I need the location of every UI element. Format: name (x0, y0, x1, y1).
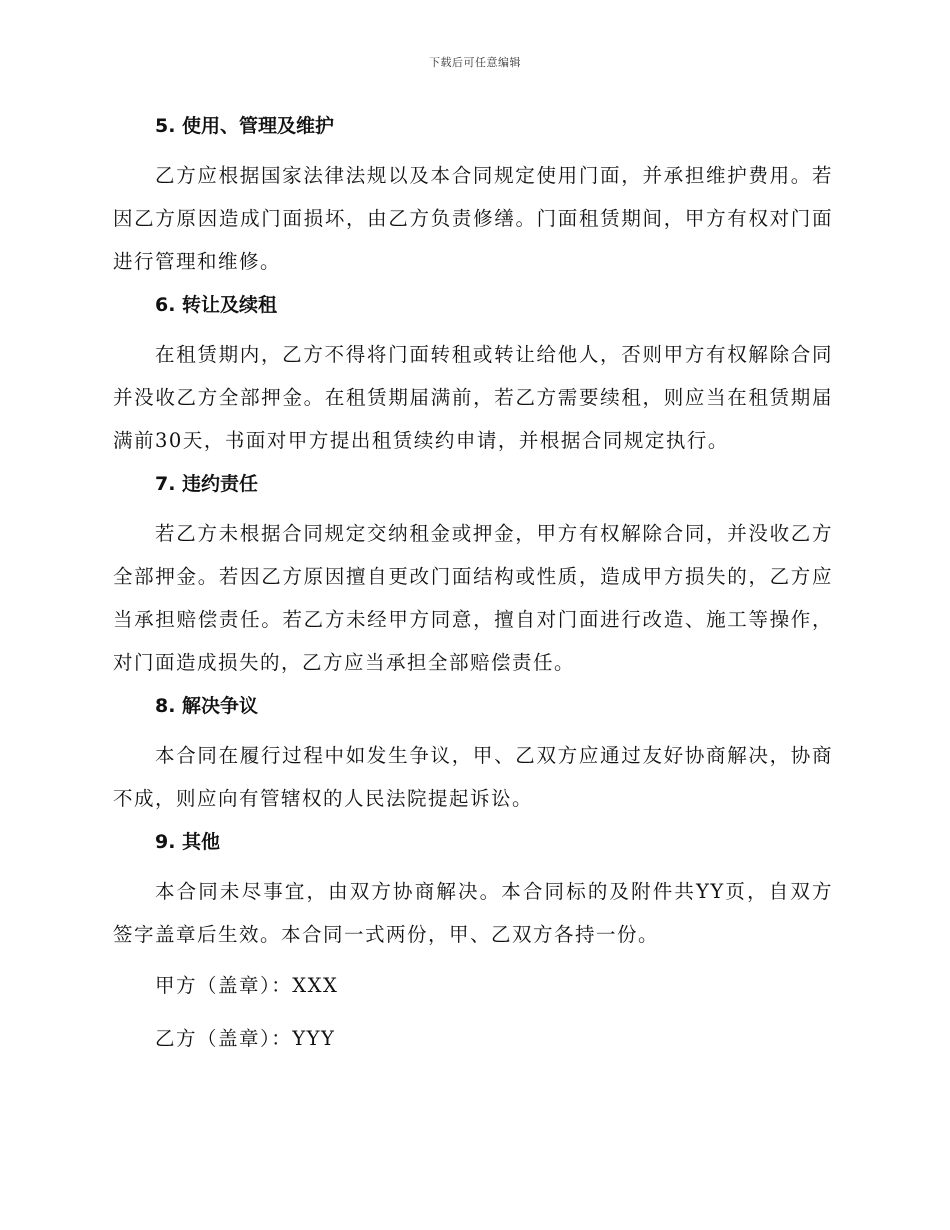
section-other (113, 828, 833, 956)
section-paragraph: 若乙方未根据合同规定交纳租金或押金，甲方有权解除合同，并没收乙方全部押金。若因乙方原因擅自更改门面结构或性质，造成甲方损失的，乙方应当承担赔偿责任。若乙方未经甲方同意，擅自对门面进行改造、施工等操作，对门面造成损失的，乙方应当承担全部赔偿责任。 (113, 522, 833, 674)
section-paragraph: 乙方应根据国家法律法规以及本合同规定使用门面，并承担维护费用。若因乙方原因造成门面损坏，由乙方负责修缮。门面租赁期间，甲方有权对门面进行管理和维修。 (113, 164, 833, 273)
section-heading: 9. 其他 (155, 831, 221, 853)
section-liability (113, 470, 833, 684)
section-paragraph: 本合同未尽事宜，由双方协商解决。本合同标的及附件共YY页，自双方签字盖章后生效。本合同一式两份，甲、乙双方各持一份。 (113, 880, 833, 946)
section-transfer-renewal (113, 291, 833, 462)
section-heading: 6. 转让及续租 (155, 294, 278, 316)
section-paragraph: 本合同在履行过程中如发生争议，甲、乙双方应通过友好协商解决，协商不成，则应向有管辖权的人民法院提起诉讼。 (113, 744, 833, 810)
party-b-signature: 乙方（盖章）：YYY (155, 1027, 336, 1050)
document-body (113, 112, 833, 1070)
section-heading: 8. 解决争议 (155, 695, 259, 717)
section-dispute (113, 692, 833, 820)
section-use-management (113, 112, 833, 283)
section-heading: 5. 使用、管理及维护 (155, 115, 335, 137)
section-paragraph: 在租赁期内，乙方不得将门面转租或转让给他人，否则甲方有权解除合同并没收乙方全部押金。在租赁期届满前，若乙方需要续租，则应当在租赁期届满前30天，书面对甲方提出租赁续约申请，并根据合同规定执行。 (113, 343, 833, 452)
section-heading: 7. 违约责任 (155, 473, 259, 495)
page-header-note: 下载后可任意编辑 (429, 56, 521, 69)
party-a-signature: 甲方（盖章）：XXX (155, 974, 339, 997)
